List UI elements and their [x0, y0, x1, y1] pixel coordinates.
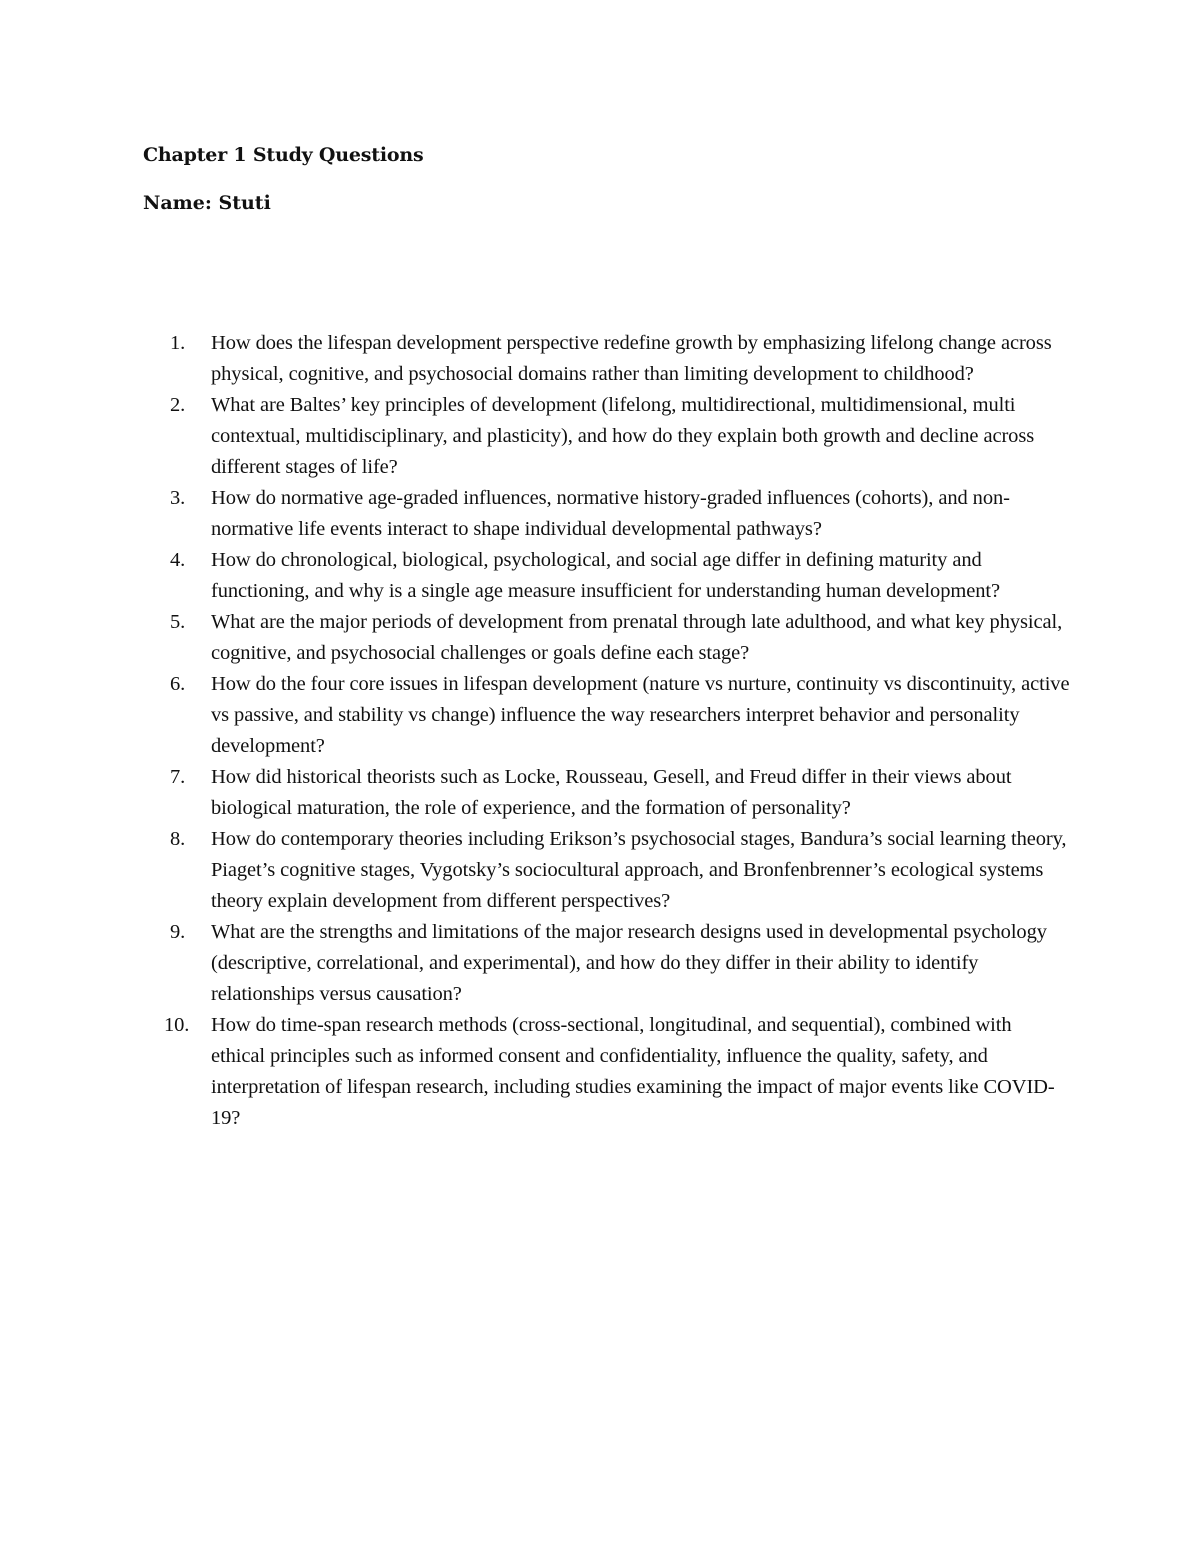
question-item	[170, 328, 1070, 390]
question-number: 8.	[170, 828, 186, 850]
student-name: Name: Stuti	[143, 192, 271, 214]
question-number: 2.	[170, 394, 186, 416]
question-text: How does the lifespan development perspective redefine growth by emphasizing lifelong change across physical, cognitive, and psychosocial domains rather than limiting development to childhood?	[211, 332, 1052, 385]
question-text: How do normative age-graded influences, normative history-graded influences (cohorts), and non-normative life events interact to shape individual developmental pathways?	[211, 487, 1010, 540]
question-number: 9.	[170, 921, 186, 943]
question-item	[170, 762, 1070, 824]
question-item	[170, 917, 1070, 1010]
question-item	[164, 1010, 1070, 1134]
question-item	[170, 390, 1070, 483]
question-number: 7.	[170, 766, 186, 788]
question-item	[170, 607, 1070, 669]
question-text: How do contemporary theories including Erikson’s psychosocial stages, Bandura’s social learning theory, Piaget’s cognitive stages, Vygotsky’s sociocultural approach, and Bronfenbrenner’s ecological systems theory explain development from different perspectives?	[211, 828, 1067, 912]
question-item	[170, 483, 1070, 545]
question-number: 1.	[170, 332, 186, 354]
question-item	[170, 669, 1070, 762]
question-number: 5.	[170, 611, 186, 633]
question-text: How do chronological, biological, psychological, and social age differ in defining maturity and functioning, and why is a single age measure insufficient for understanding human development?	[211, 549, 1000, 602]
question-item	[170, 824, 1070, 917]
question-number: 3.	[170, 487, 186, 509]
question-list	[164, 328, 1070, 1134]
question-text: How did historical theorists such as Locke, Rousseau, Gesell, and Freud differ in their views about biological maturation, the role of experience, and the formation of personality?	[211, 766, 1012, 819]
question-text: How do the four core issues in lifespan development (nature vs nurture, continuity vs discontinuity, active vs passive, and stability vs change) influence the way researchers interpret behavior and personality development?	[211, 673, 1070, 757]
question-text: What are the strengths and limitations of the major research designs used in developmental psychology (descriptive, correlational, and experimental), and how do they differ in their ability to identify relationships versus causation?	[211, 921, 1047, 1005]
question-text: What are the major periods of development from prenatal through late adulthood, and what key physical, cognitive, and psychosocial challenges or goals define each stage?	[211, 611, 1063, 664]
question-text: How do time-span research methods (cross-sectional, longitudinal, and sequential), combined with ethical principles such as informed consent and confidentiality, influence the quality, safety, and interpretation of lifespan research, including studies examining the impact of major events like COVID-19?	[211, 1014, 1055, 1129]
question-item	[170, 545, 1070, 607]
document-title: Chapter 1 Study Questions	[143, 144, 424, 166]
question-number: 4.	[170, 549, 186, 571]
question-text: What are Baltes’ key principles of development (lifelong, multidirectional, multidimensional, multi contextual, multidisciplinary, and plasticity), and how do they explain both growth and decline across different stages of life?	[211, 394, 1035, 478]
question-number: 6.	[170, 673, 186, 695]
question-number: 10.	[164, 1014, 190, 1036]
